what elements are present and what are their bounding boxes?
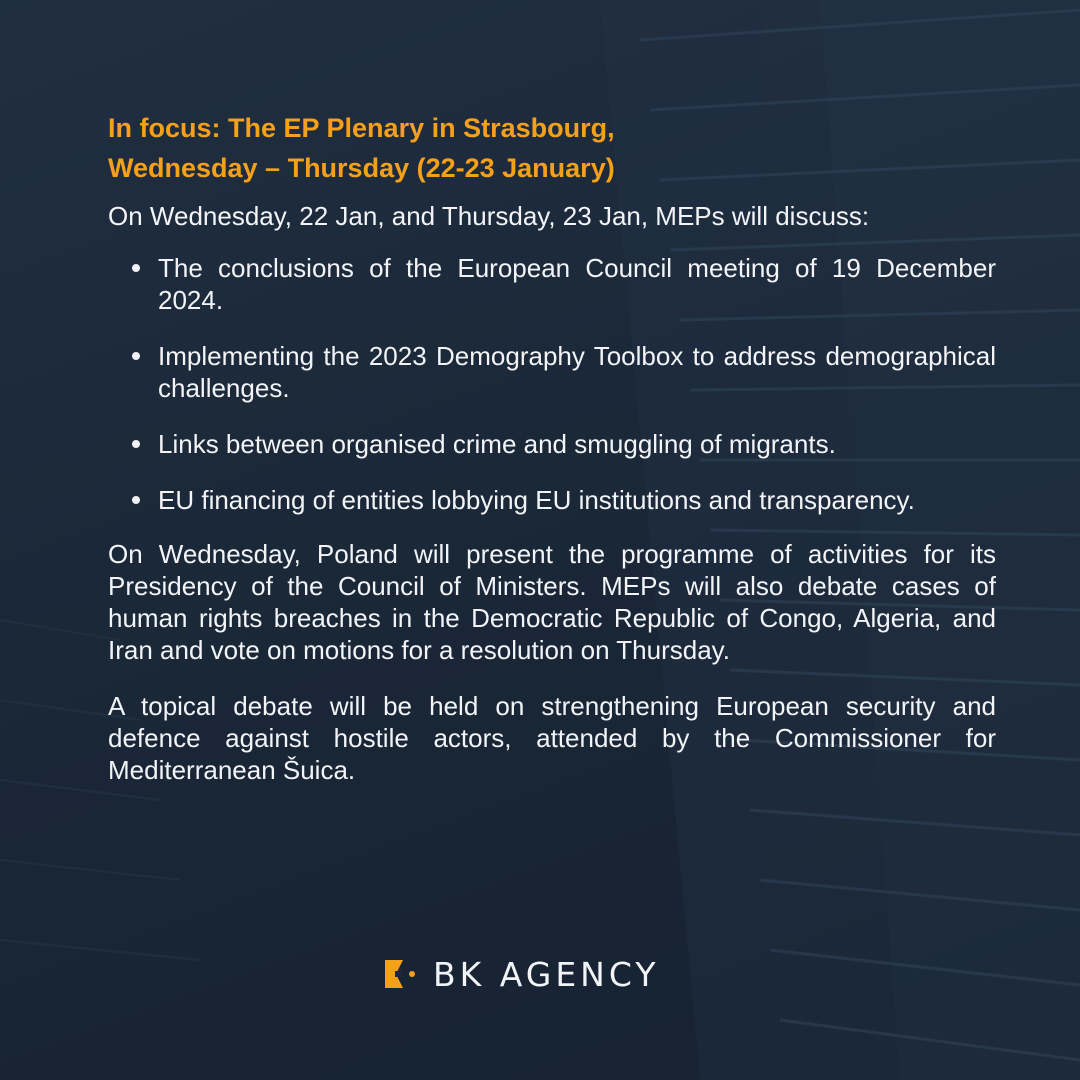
list-item-text: EU financing of entities lobbying EU institutions and transparency. [158,485,915,515]
list-item [108,252,996,316]
list-item [108,484,996,516]
page-title [108,108,996,188]
bullet-icon [132,440,140,448]
main-content [108,108,996,786]
intro-paragraph: On Wednesday, 22 Jan, and Thursday, 23 Jan, MEPs will discuss: [108,201,870,231]
brand-logo [383,952,660,996]
bullet-icon [132,496,140,504]
body-paragraph-debate: A topical debate will be held on strengthening European security and defence against hostile actors, attended by the Commissioner for Mediterranean Šuica. [108,691,996,785]
bullet-icon [132,264,140,272]
list-item-text: Links between organised crime and smuggling of migrants. [158,429,836,459]
bk-logo-icon [383,956,419,992]
list-item-text: Implementing the 2023 Demography Toolbox to address demographical challenges. [158,341,996,403]
list-item [108,340,996,404]
title-line-2: Wednesday – Thursday (22-23 January) [108,153,615,183]
body-paragraph-poland: On Wednesday, Poland will present the programme of activities for its Presidency of the Council of Ministers. MEPs will also debate cases of human rights breaches in the Democratic Republic of Congo, Algeria, and Iran and vote on motions for a resolution on Thursday. [108,539,996,665]
list-item [108,428,996,460]
title-line-1: In focus: The EP Plenary in Strasbourg, [108,113,615,143]
list-item-text: The conclusions of the European Council meeting of 19 December 2024. [158,253,996,315]
brand-name: BK AGENCY [433,954,660,994]
topics-list [108,252,996,516]
bullet-icon [132,352,140,360]
